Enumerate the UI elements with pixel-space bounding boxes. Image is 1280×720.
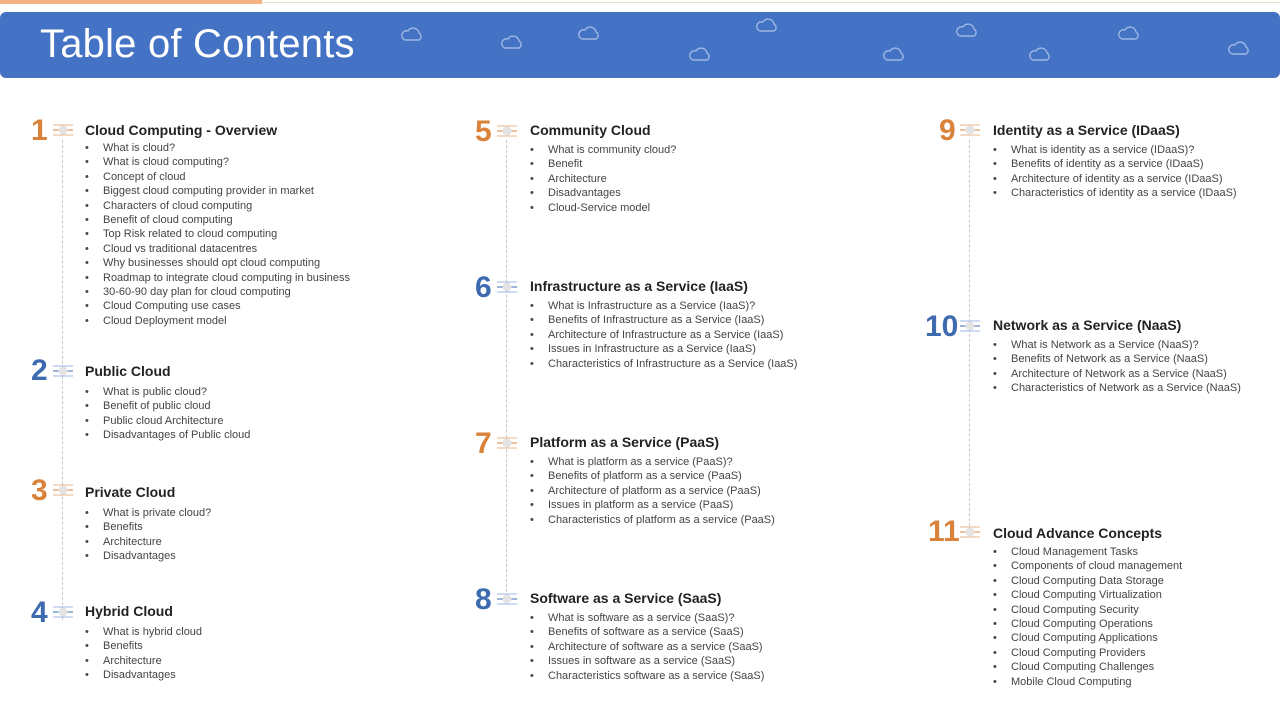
list-item: • What is Infrastructure as a Service (IaaS)? <box>530 299 797 313</box>
list-item: • What is public cloud? <box>85 385 250 399</box>
section-items <box>530 611 764 683</box>
cloud-icon <box>955 22 979 38</box>
section-title: Cloud Advance Concepts <box>993 525 1163 541</box>
list-item: • Concept of cloud <box>85 170 350 184</box>
section-number: 8 <box>475 583 492 616</box>
list-item: • Public cloud Architecture <box>85 414 250 428</box>
section-number: 10 <box>925 310 959 343</box>
timeline-marker-icon <box>53 124 73 136</box>
timeline-marker-icon <box>497 281 517 293</box>
list-item: • What is Network as a Service (NaaS)? <box>993 338 1241 352</box>
top-divider-line <box>262 2 1280 3</box>
section-items <box>993 545 1182 689</box>
cloud-icon <box>755 17 779 33</box>
section-number: 1 <box>31 114 48 147</box>
list-item: • Cloud-Service model <box>530 201 676 215</box>
list-item: • Cloud Computing Security <box>993 603 1182 617</box>
section-title: Hybrid Cloud <box>85 603 173 619</box>
section-number: 6 <box>475 271 492 304</box>
section-items <box>993 143 1237 201</box>
section-title: Public Cloud <box>85 363 171 379</box>
list-item: • Architecture of identity as a service (IDaaS) <box>993 172 1237 186</box>
list-item: • Benefits of software as a service (SaaS) <box>530 625 764 639</box>
timeline-marker-icon <box>960 320 980 332</box>
timeline-marker-icon <box>53 484 73 496</box>
title-banner <box>0 12 1280 78</box>
list-item: • Benefits of Network as a Service (NaaS) <box>993 352 1241 366</box>
list-item: • Issues in Infrastructure as a Service (IaaS) <box>530 342 797 356</box>
timeline-connector <box>969 140 970 536</box>
top-accent-bar <box>0 0 262 4</box>
section-number: 5 <box>475 115 492 148</box>
section-title: Community Cloud <box>530 122 651 138</box>
cloud-icon <box>882 46 906 62</box>
section-items <box>530 143 676 215</box>
section-title: Cloud Computing - Overview <box>85 122 278 138</box>
timeline-marker-icon <box>53 606 73 618</box>
section-items <box>85 385 250 443</box>
list-item: • What is platform as a service (PaaS)? <box>530 455 775 469</box>
list-item: • Cloud vs traditional datacentres <box>85 242 350 256</box>
list-item: • Characteristics of platform as a service (PaaS) <box>530 513 775 527</box>
list-item: • Issues in platform as a service (PaaS) <box>530 498 775 512</box>
section-items <box>85 625 202 683</box>
section-title: Platform as a Service (PaaS) <box>530 434 720 450</box>
list-item: • What is community cloud? <box>530 143 676 157</box>
list-item: • Architecture <box>530 172 676 186</box>
list-item: • What is private cloud? <box>85 506 211 520</box>
list-item: • Architecture of Network as a Service (NaaS) <box>993 367 1241 381</box>
timeline-marker-icon <box>497 593 517 605</box>
list-item: • Cloud Computing Data Storage <box>993 574 1182 588</box>
list-item: • Benefits of Infrastructure as a Service (IaaS) <box>530 313 797 327</box>
list-item: • Disadvantages of Public cloud <box>85 428 250 442</box>
list-item: • Architecture <box>85 535 211 549</box>
section-title: Network as a Service (NaaS) <box>993 317 1182 333</box>
section-number: 9 <box>939 114 956 147</box>
list-item: • Architecture of software as a service (SaaS) <box>530 640 764 654</box>
cloud-icon <box>500 34 524 50</box>
section-items <box>530 455 775 527</box>
list-item: • Characteristics of Network as a Service (NaaS) <box>993 381 1241 395</box>
list-item: • What is identity as a service (IDaaS)? <box>993 143 1237 157</box>
list-item: • Cloud Computing Challenges <box>993 660 1182 674</box>
timeline-marker-icon <box>497 437 517 449</box>
cloud-icon <box>1028 46 1052 62</box>
section-items <box>85 506 211 564</box>
list-item: • Top Risk related to cloud computing <box>85 227 350 241</box>
list-item: • Cloud Computing Virtualization <box>993 588 1182 602</box>
list-item: • What is hybrid cloud <box>85 625 202 639</box>
cloud-icon <box>1227 40 1251 56</box>
list-item: • Characteristics software as a service (SaaS) <box>530 669 764 683</box>
section-items <box>85 141 350 328</box>
cloud-icon <box>1117 25 1141 41</box>
list-item: • Disadvantages <box>530 186 676 200</box>
list-item: • Architecture <box>85 654 202 668</box>
list-item: • Benefits of platform as a service (PaaS) <box>530 469 775 483</box>
section-items <box>993 338 1241 396</box>
cloud-icon <box>688 46 712 62</box>
list-item: • Mobile Cloud Computing <box>993 675 1182 689</box>
page-title: Table of Contents <box>40 22 355 66</box>
section-title: Private Cloud <box>85 484 176 500</box>
list-item: • Benefits <box>85 639 202 653</box>
list-item: • Benefit of public cloud <box>85 399 250 413</box>
list-item: • Benefits of identity as a service (IDaaS) <box>993 157 1237 171</box>
list-item: • What is cloud? <box>85 141 350 155</box>
cloud-icon <box>400 26 424 42</box>
list-item: • Architecture of Infrastructure as a Service (IaaS) <box>530 328 797 342</box>
section-title: Software as a Service (SaaS) <box>530 590 722 606</box>
list-item: • Why businesses should opt cloud computing <box>85 256 350 270</box>
list-item: • Benefit of cloud computing <box>85 213 350 227</box>
list-item: • 30-60-90 day plan for cloud computing <box>85 285 350 299</box>
timeline-connector <box>62 140 63 620</box>
section-number: 7 <box>475 427 492 460</box>
list-item: • Roadmap to integrate cloud computing in business <box>85 271 350 285</box>
list-item: • Components of cloud management <box>993 559 1182 573</box>
section-number: 3 <box>31 474 48 507</box>
list-item: • Characteristics of Infrastructure as a Service (IaaS) <box>530 357 797 371</box>
list-item: • Characteristics of identity as a service (IDaaS) <box>993 186 1237 200</box>
list-item: • Benefits <box>85 520 211 534</box>
list-item: • Cloud Deployment model <box>85 314 350 328</box>
list-item: • Characters of cloud computing <box>85 199 350 213</box>
timeline-connector <box>506 140 507 602</box>
timeline-marker-icon <box>497 125 517 137</box>
section-title: Infrastructure as a Service (IaaS) <box>530 278 748 294</box>
list-item: • Disadvantages <box>85 668 202 682</box>
section-number: 4 <box>31 596 48 629</box>
section-items <box>530 299 797 371</box>
cloud-icon <box>577 25 601 41</box>
list-item: • Cloud Computing Providers <box>993 646 1182 660</box>
list-item: • What is software as a service (SaaS)? <box>530 611 764 625</box>
list-item: • Architecture of platform as a service (PaaS) <box>530 484 775 498</box>
list-item: • Disadvantages <box>85 549 211 563</box>
section-number: 11 <box>928 515 960 548</box>
timeline-marker-icon <box>960 526 980 538</box>
timeline-marker-icon <box>53 365 73 377</box>
list-item: • Cloud Management Tasks <box>993 545 1182 559</box>
list-item: • Cloud Computing Operations <box>993 617 1182 631</box>
list-item: • Cloud Computing Applications <box>993 631 1182 645</box>
timeline-marker-icon <box>960 124 980 136</box>
section-number: 2 <box>31 354 48 387</box>
list-item: • Benefit <box>530 157 676 171</box>
list-item: • Issues in software as a service (SaaS) <box>530 654 764 668</box>
list-item: • Biggest cloud computing provider in market <box>85 184 350 198</box>
list-item: • What is cloud computing? <box>85 155 350 169</box>
list-item: • Cloud Computing use cases <box>85 299 350 313</box>
section-title: Identity as a Service (IDaaS) <box>993 122 1180 138</box>
